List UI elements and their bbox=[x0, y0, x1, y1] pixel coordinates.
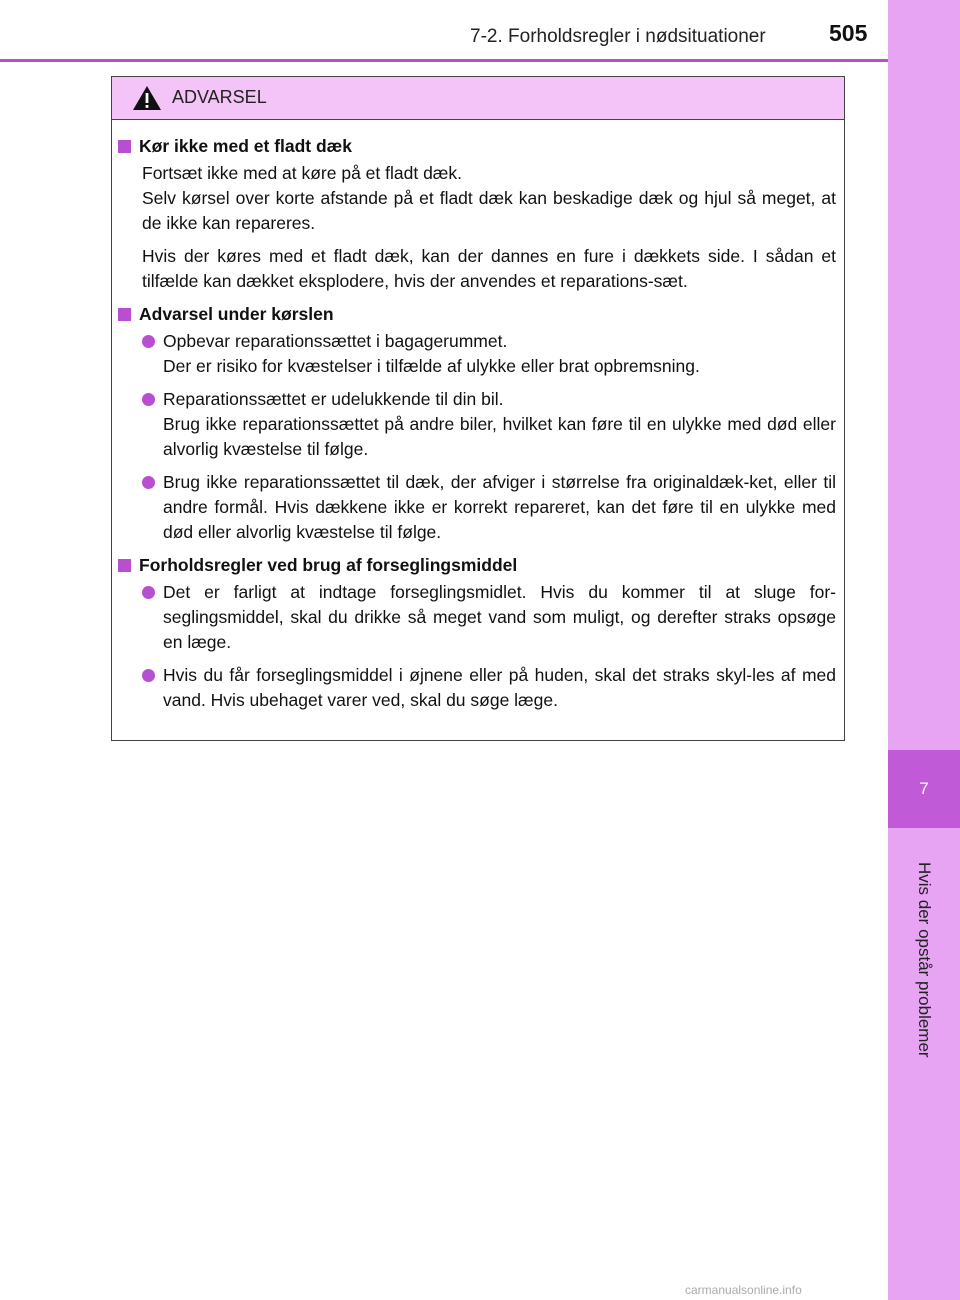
list-item-line: Opbevar reparationssættet i bagagerummet. bbox=[163, 331, 508, 351]
list-item-line: Brug ikke reparationssættet til dæk, der afviger i størrelse fra originaldæk-ket, eller til andre formål. Hvis dækkene ikke er korrekt repareret, kan det føre til en ulykke med død eller alvorlig kvæstelse til følge. bbox=[163, 472, 836, 542]
list-item-text bbox=[163, 387, 836, 462]
round-bullet-icon bbox=[142, 476, 155, 489]
list-item-line: Det er farligt at indtage forseglingsmidlet. Hvis du kommer til at sluge for-seglingsmiddel, skal du drikke så meget vand som muligt, og derefter straks opsøge en læge. bbox=[163, 582, 836, 652]
section-heading bbox=[118, 302, 836, 327]
paragraph-line: Hvis der køres med et fladt dæk, kan der dannes en fure i dækkets side. I sådan et tilfælde kan dækket eksplodere, hvis der anvendes et reparations-sæt. bbox=[142, 246, 836, 291]
page-number: 505 bbox=[829, 20, 868, 46]
section-heading bbox=[118, 134, 836, 159]
paragraph bbox=[142, 244, 836, 294]
chapter-number-tab[interactable] bbox=[888, 750, 960, 828]
round-bullet-icon bbox=[142, 586, 155, 599]
section-heading-text: Advarsel under kørslen bbox=[139, 304, 334, 324]
list-item bbox=[142, 329, 836, 379]
list-item bbox=[142, 580, 836, 655]
section-heading bbox=[118, 553, 836, 578]
warning-section bbox=[118, 553, 836, 713]
list-item-line: Brug ikke reparationssættet på andre biler, hvilket kan føre til en ulykke med død eller alvorlig kvæstelse til følge. bbox=[163, 414, 836, 459]
list-item-text bbox=[163, 580, 836, 655]
list-item-text bbox=[163, 663, 836, 713]
watermark: carmanualsonline.info bbox=[685, 1283, 802, 1297]
warning-box bbox=[111, 76, 845, 741]
warning-label: ADVARSEL bbox=[172, 87, 267, 107]
list-item-text bbox=[163, 470, 836, 545]
section-heading-text: Forholdsregler ved brug af forseglingsmiddel bbox=[139, 555, 518, 575]
warning-section bbox=[118, 302, 836, 545]
warning-section bbox=[118, 134, 836, 294]
header-divider bbox=[0, 59, 888, 62]
paragraph-line: Selv kørsel over korte afstande på et fladt dæk kan beskadige dæk og hjul så meget, at de ikke kan repareres. bbox=[142, 188, 836, 233]
paragraph bbox=[142, 161, 836, 236]
round-bullet-icon bbox=[142, 669, 155, 682]
list-item bbox=[142, 663, 836, 713]
list-item bbox=[142, 387, 836, 462]
warning-header bbox=[112, 77, 844, 120]
chapter-sidebar bbox=[888, 0, 960, 1300]
square-bullet-icon bbox=[118, 559, 131, 572]
round-bullet-icon bbox=[142, 393, 155, 406]
warning-triangle-icon bbox=[132, 85, 162, 111]
chapter-title-tab bbox=[888, 840, 960, 1080]
square-bullet-icon bbox=[118, 308, 131, 321]
section-title: 7-2. Forholdsregler i nødsituationer bbox=[470, 26, 766, 47]
warning-body bbox=[112, 120, 844, 713]
list-item-line: Reparationssættet er udelukkende til din bil. bbox=[163, 389, 504, 409]
square-bullet-icon bbox=[118, 140, 131, 153]
paragraph-line: Fortsæt ikke med at køre på et fladt dæk. bbox=[142, 163, 462, 183]
list-item bbox=[142, 470, 836, 545]
chapter-title: Hvis der opstår problemer bbox=[915, 862, 934, 1058]
list-item-line: Der er risiko for kvæstelser i tilfælde af ulykke eller brat opbremsning. bbox=[163, 356, 700, 376]
list-item-line: Hvis du får forseglingsmiddel i øjnene eller på huden, skal det straks skyl-les af med vand. Hvis ubehaget varer ved, skal du søge læge. bbox=[163, 665, 836, 710]
list-item-text bbox=[163, 329, 836, 379]
section-heading-text: Kør ikke med et fladt dæk bbox=[139, 136, 352, 156]
round-bullet-icon bbox=[142, 335, 155, 348]
chapter-number: 7 bbox=[919, 779, 929, 798]
